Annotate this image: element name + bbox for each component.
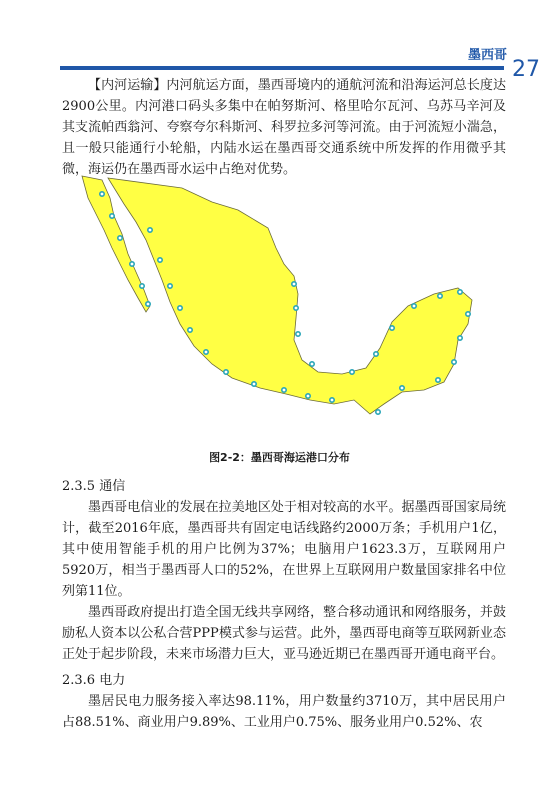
port-marker bbox=[330, 398, 334, 402]
port-marker bbox=[282, 388, 286, 392]
port-marker bbox=[188, 328, 192, 332]
header-rule bbox=[60, 66, 504, 70]
page-number: 27 bbox=[512, 57, 540, 82]
port-marker bbox=[178, 306, 182, 310]
section-heading-telecom: 2.3.5 通信 bbox=[62, 479, 126, 494]
port-marker bbox=[306, 394, 310, 398]
map-graphic bbox=[62, 168, 504, 438]
port-marker bbox=[452, 360, 456, 364]
port-marker bbox=[148, 228, 152, 232]
port-marker bbox=[168, 284, 172, 288]
port-marker bbox=[376, 410, 380, 414]
port-marker bbox=[252, 382, 256, 386]
port-marker bbox=[140, 284, 144, 288]
port-marker bbox=[310, 362, 314, 366]
mainland-mexico-shape bbox=[108, 178, 472, 414]
port-marker bbox=[400, 386, 404, 390]
paragraph-inland-waterway: 【内河运输】内河航运方面，墨西哥境内的通航河流和沿海运河总长度达2900公里。内河港口码头多集中在帕努斯河、格里哈尔瓦河、乌苏马辛河及其支流帕西翁河、夸察夸尔科斯河、科罗拉多河等河流。由于河流短小湍急，且一般只能通行小轮船，内陆水运在墨西哥交通系统中所发挥的作用微乎其微，海运仍在墨西哥水运中占绝对优势。 bbox=[62, 78, 506, 177]
port-marker bbox=[458, 336, 462, 340]
port-marker bbox=[374, 352, 378, 356]
port-marker bbox=[224, 370, 228, 374]
port-marker bbox=[466, 312, 470, 316]
figure-caption: 图2-2：墨西哥海运港口分布 bbox=[209, 451, 350, 464]
port-marker bbox=[146, 302, 150, 306]
port-marker bbox=[204, 350, 208, 354]
port-marker bbox=[436, 378, 440, 382]
port-marker bbox=[438, 294, 442, 298]
port-marker bbox=[296, 332, 300, 336]
port-marker bbox=[118, 236, 122, 240]
paragraph-telecom-1: 墨西哥电信业的发展在拉美地区处于相对较高的水平。据墨西哥国家局统计，截至2016年底，墨西哥共有固定电话线路约2000万条；手机用户1亿，其中使用智能手机的用户比例为37%；电脑用户1623.3万，互联网用户5920万，相当于墨西哥人口的52%，在世界上互联网用户数量国家排名中位列第11位。 bbox=[62, 500, 506, 599]
port-marker bbox=[130, 262, 134, 266]
port-marker bbox=[110, 214, 114, 218]
port-marker bbox=[350, 370, 354, 374]
port-marker bbox=[158, 258, 162, 262]
paragraph-telecom-2: 墨西哥政府提出打造全国无线共享网络，整合移动通讯和网络服务，并鼓励私人资本以公私合营PPP模式参与运营。此外，墨西哥电商等互联网新业态正处于起步阶段，未来市场潜力巨大，亚马逊近期已在墨西哥开通电商平台。 bbox=[62, 605, 506, 662]
mexico-port-map bbox=[62, 168, 504, 438]
port-marker bbox=[100, 192, 104, 196]
port-marker bbox=[292, 282, 296, 286]
port-marker bbox=[390, 326, 394, 330]
port-marker bbox=[412, 304, 416, 308]
running-header-title: 墨西哥 bbox=[468, 48, 508, 63]
port-marker bbox=[294, 306, 298, 310]
section-heading-power: 2.3.6 电力 bbox=[62, 673, 126, 688]
port-marker bbox=[458, 290, 462, 294]
paragraph-power-1: 墨居民电力服务接入率达98.11%，用户数量约3710万，其中居民用户占88.51%、商业用户9.89%、工业用户0.75%、服务业用户0.52%、农 bbox=[62, 694, 506, 730]
